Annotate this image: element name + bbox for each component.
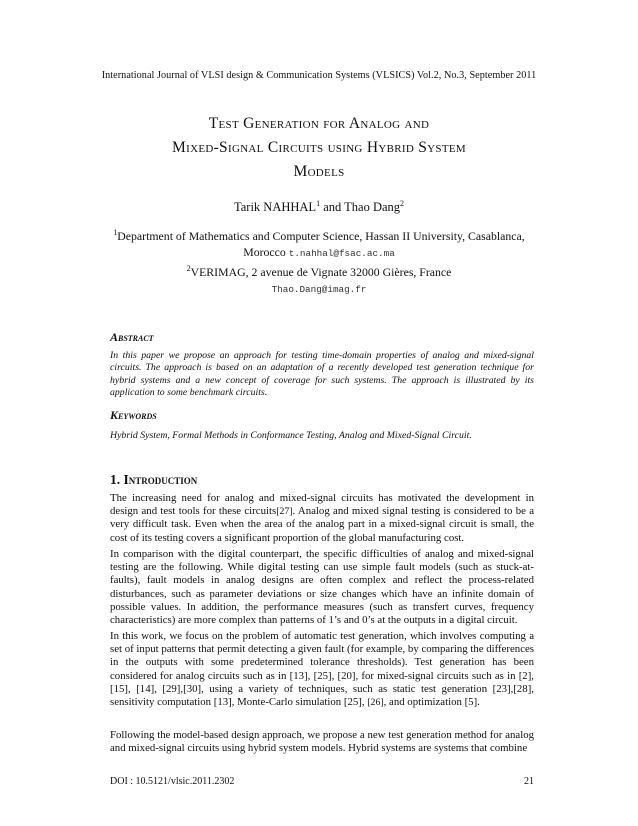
author-1-email[interactable]: t.nahhal@fsac.ac.ma <box>288 248 395 259</box>
affiliation-1-text: Department of Mathematics and Computer Science, Hassan II University, Casablanca, Morocco <box>117 229 525 259</box>
keywords-heading: Keywords <box>110 408 157 422</box>
introduction-heading: 1. Introduction <box>110 472 198 487</box>
abstract-text: In this paper we propose an approach for testing time-domain properties of analog and mixed-signal circuits. The approach is based on an adaptation of a recently developed test generation technique for hybrid systems and a new concept of coverage for such systems. The approach is illustrated by its application to some benchmark circuits. <box>110 350 534 398</box>
intro-p3-text-b: , and optimization [5]. <box>383 696 480 709</box>
page-number: 21 <box>524 776 534 787</box>
intro-p1-text-b: . Analog and mixed signal testing is considered to be a very difficult task. Even when the area of the analog part in a mixed-signal circuit is small, the cost of its testing covers a significant proportion of the global manufacturing cost. <box>110 505 534 544</box>
intro-p3-text-a: In this work, we focus on the problem of automatic test generation, which involves computing a set of input patterns that permit detecting a given fault (for example, by comparing the differences in the outputs with some predetermined tolerance thresholds). Test generation has been considered for analog circuits such as in [13], [25], [20], for mixed-signal circuits such as in [2], [15], [14], [29],[30], using a variety of techniques, such as static test generation [23],[28], sensitivity computation [13], Monte-Carlo simulation [25], <box>110 630 534 709</box>
author-2: Thao Dang <box>344 200 401 214</box>
intro-paragraph-1 <box>110 492 534 545</box>
intro-paragraph-4: Following the model-based design approach, we propose a new test generation method for analog and mixed-signal circuits using hybrid system models. Hybrid systems are systems that combine <box>110 729 534 755</box>
intro-paragraph-3 <box>110 630 534 709</box>
author-2-email[interactable]: Thao.Dang@imag.fr <box>271 284 367 295</box>
page-footer <box>110 776 534 787</box>
title-line-1: Test Generation for Analog and <box>208 115 430 132</box>
affiliation-1 <box>110 228 528 262</box>
title-line-3: Models <box>293 163 345 180</box>
intro-p1-text-a: The increasing need for analog and mixed-signal circuits has motivated the development in design and test tools for these circuits <box>110 492 534 518</box>
affiliation-2-text: VERIMAG, 2 avenue de Vignate 32000 Gières, France <box>190 265 452 279</box>
abstract-heading: Abstract <box>110 330 154 344</box>
citation-26: [26] <box>367 697 384 709</box>
affiliation-1-mark: 1 <box>113 228 118 238</box>
affiliation-2-mark: 2 <box>186 264 191 274</box>
paper-title <box>60 112 578 184</box>
keywords-text: Hybrid System, Formal Methods in Conformance Testing, Analog and Mixed-Signal Circuit. <box>110 430 472 441</box>
author-1: Tarik NAHHAL <box>233 200 317 214</box>
author-2-affiliation-mark: 2 <box>400 198 405 208</box>
author-1-affiliation-mark: 1 <box>316 198 321 208</box>
citation-27: [27] <box>276 506 293 518</box>
author-conjunction: and <box>320 200 345 214</box>
title-line-2: Mixed-Signal Circuits using Hybrid System <box>172 139 466 156</box>
running-header: International Journal of VLSI design & Communication Systems (VLSICS) Vol.2, No.3, September 2011 <box>101 70 537 81</box>
affiliation-2 <box>110 264 528 298</box>
doi: DOI : 10.5121/vlsic.2011.2302 <box>110 776 235 787</box>
author-list <box>0 200 638 215</box>
intro-paragraph-2: In comparison with the digital counterpart, the specific difficulties of analog and mixed-signal testing are the following. While digital testing can use simple fault models (such as stuck-at-faults), fault models in analog designs are often complex and reflect the process-related disturbances, such as parameter deviations or size changes which have an infinite domain of possible values. In addition, the performance measures (such as transfert curves, frequency characteristics) are more complex than patterns of 1’s and 0’s at the outputs in a digital circuit. <box>110 548 534 627</box>
